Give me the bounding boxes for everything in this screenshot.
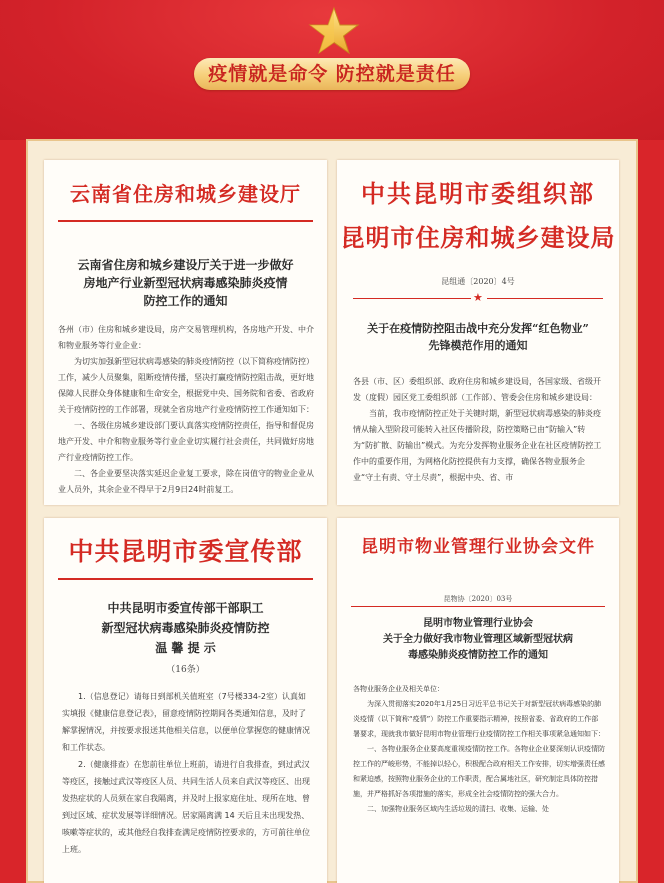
notice-card-yunnan — [44, 160, 327, 505]
document-body: 1.（信息登记）请每日到部机关值班室（7号楼334-2室）认真如实填报《健康信息登记表》，留意疫情防控期间各类通知信息，及时了解掌握情况，并按要求报送其他相关信息，以便单位掌握您的健康情况和工作状态。 2.（健康排查）在您前往单位上班前，请进行自我排查，到过武汉等疫区，接触过武汉等疫区人员、共同生活人员来自武汉等疫区、出现发热症状的人员须在家自我隔离，并及时上报家庭住址、现所在地、曾到过区域、症状发展等详细情况。居家隔离满 14 天后且未出现发热、咳嗽等症状的，或其他经自我排查满足疫情防控要求的，方可前往单位上班。 — [62, 692, 310, 854]
star-icon — [308, 6, 360, 56]
document-subtitle: （16条） — [166, 665, 205, 675]
issuer-header-line1: 中共昆明市委组织部 — [361, 179, 595, 208]
document-body: 各物业服务企业及相关单位： 为深入贯彻落实2020年1月25日习近平总书记关于对新型冠状病毒感染的肺炎疫情（以下简称“疫情”）防控工作重要指示精神，按照省委、省政府的工作部署要求，现就我市做好昆明市物业管理行业疫情防控工作相关事项紧急通知如下： 一、各物业服务企业要高度重视疫情防控工作。各物业企业要深刻认识疫情防控工作的严峻形势，不能掉以轻心，积极配合政府相关工作安排，切实增强责任感和紧迫感，按照物业服务企业的工作职责，配合属地社区，研究制定具体防控措施，并严格抓好各项措施的落实，形成全社会疫情防控的强大合力。 二、加强物业服务区域内生活垃圾的清扫、收集、运输、处 — [353, 685, 605, 813]
document-body: 各县（市、区）委组织部、政府住房和城乡建设局，各国家级、省级开发（度假）园区党工委组织部（工作部）、管委会住房和城乡建设局： 当前，我市疫情防控正处于关键时期，新型冠状病毒感染的肺炎疫情从输入型阶段可能转入社区传播阶段，防控策略已由“防输入”转为“防扩散、防输出”模式。为充分发挥物业服务企业在社区疫情防控工作中的重要作用，为网格化防控提供有力支撑，确保各物业服务企业“守土有责、守土尽责”，根据中央、省、市 — [353, 377, 602, 482]
slogan-banner: 疫情就是命令 防控就是责任 — [194, 58, 470, 90]
issuer-header: 昆明市物业管理行业协会文件 — [361, 537, 595, 557]
notice-card-kunming-association — [337, 518, 619, 883]
header-rule-right — [487, 298, 603, 299]
star-icon: ★ — [473, 291, 483, 304]
issuer-header: 中共昆明市委宣传部 — [68, 537, 303, 566]
document-title: 中共昆明市委宣传部干部职工 新型冠状病毒感染肺炎疫情防控 温 馨 提 示 — [101, 601, 270, 655]
header-rule-left — [353, 298, 471, 299]
document-title: 云南省住房和城乡建设厅关于进一步做好 房地产行业新型冠状病毒感染肺炎疫情 防控工作的通知 — [77, 258, 294, 308]
header-rule — [58, 220, 313, 222]
document-body: 各州（市）住房和城乡建设局，房产交易管理机构，各房地产开发、中介和物业服务等行业企业： 为切实加强新型冠状病毒感染的肺炎疫情防控（以下简称疫情防控）工作，减少人员聚集，阻断疫情传播，坚决打赢疫情防控阻击战，更好地保障人民群众身体健康和生命安全，根据党中央、国务院和省委、省政府关于疫情防控的工作部署，现就全省房地产行业疫情防控工作通知如下： 一、各级住房城乡建设部门要认真落实疫情防控责任，指导和督促房地产开发、中介和物业服务等行业企业切实履行社会责任，共同做好房地产行业疫情防控工作。 二、各企业要坚决落实延迟企业复工要求，除在岗值守的物业企业从业人员外，其余企业不得早于2月9日24时前复工。 — [58, 325, 314, 494]
document-title: 关于在疫情防控阻击战中充分发挥“红色物业” 先锋模范作用的通知 — [367, 322, 589, 352]
header-rule — [351, 606, 605, 607]
document-number: 昆物协〔2020〕03号 — [443, 595, 513, 603]
issuer-header: 云南省住房和城乡建设厅 — [70, 182, 301, 206]
issuer-header-line2: 昆明市住房和城乡建设局 — [340, 223, 616, 252]
document-title: 昆明市物业管理行业协会 关于全力做好我市物业管理区域新型冠状病 毒感染肺炎疫情防控工作的通知 — [383, 618, 573, 661]
header-rule — [58, 578, 313, 580]
notice-card-kunming-org — [337, 160, 619, 505]
document-number: 昆组通〔2020〕4号 — [441, 277, 515, 286]
notice-card-kunming-propaganda — [44, 518, 327, 883]
